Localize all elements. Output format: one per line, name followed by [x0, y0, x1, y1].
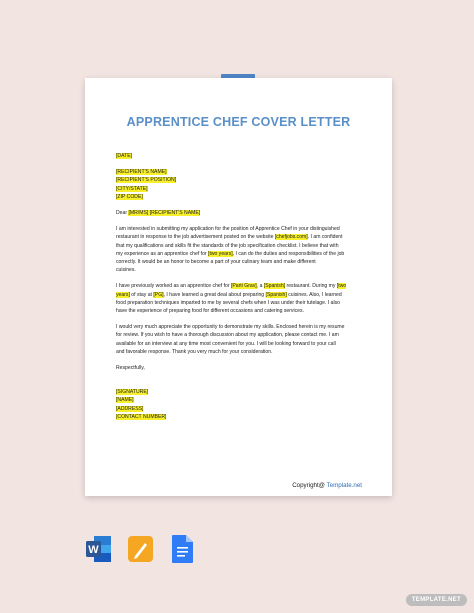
closing: Respectfully,	[116, 365, 145, 372]
recipient-position: [RECIPIENT'S POSITION]	[116, 177, 177, 184]
format-icons	[85, 534, 196, 564]
date-line	[116, 152, 366, 160]
template-net-link[interactable]: Template.net	[326, 482, 362, 489]
recipient-city-state: [CITY/STATE]	[116, 185, 148, 192]
word-icon[interactable]	[85, 534, 112, 564]
salutation: Dear [MR/MS] [RECIPIENT'S NAME]	[116, 210, 201, 217]
letter-body	[116, 152, 366, 421]
letter-document	[85, 78, 392, 496]
document-title: APPRENTICE CHEF COVER LETTER	[126, 115, 351, 129]
name-placeholder: [NAME]	[116, 397, 134, 404]
salutation-placeholder: [MR/MS] [RECIPIENT'S NAME]	[128, 210, 201, 217]
paragraph-2: I have previously worked as an apprentice chef for [Parti Grav], a [Spanish] restaurant. During my [two years] of stay at [PG], I have learned a great deal about preparing [Spanish] cuisines. Also, I learned food preparation techniques imparted to me by several chefs when I was under their tutelage. I also have the experience of preparing food for different occasions and catering services.	[116, 283, 347, 315]
recipient-zip: [ZIP CODE]	[116, 193, 143, 200]
date-placeholder: [DATE]	[116, 153, 133, 159]
copyright-footer: Copyright@ Template.net	[292, 482, 362, 489]
svg-text:W: W	[88, 544, 99, 556]
signature-placeholder: [SIGNATURE]	[116, 389, 149, 396]
pages-icon[interactable]	[127, 534, 154, 564]
paragraph-3: I would very much appreciate the opportunity to demonstrate my skills. Enclosed herein is my resume for review. If you wish to have a thorough discussion about my application, please contact me. I am available for an interview at any time most convenient for you. I will be looking forward to your call and favorable response. Thank you very much for your consideration.	[116, 324, 345, 355]
template-net-watermark: TEMPLATE.NET	[406, 594, 467, 606]
recipient-name: [RECIPIENT'S NAME]	[116, 169, 167, 176]
paragraph-1: I am interested in submitting my application for the position of Apprentice Chef in your distinguished restaurant in response to the job advertisement posted on the website [chefjobs.com]. I am confident that my qualifications and skills fit the standards of the job specification checklist. I believe that with my experience as an apprentice chef for [two years], I can do the duties and responsibilities of the job correctly. It would be an honor to become a part of your culinary team and make different cuisines.	[116, 226, 345, 274]
google-docs-icon[interactable]	[169, 534, 196, 564]
address-placeholder: [ADDRESS]	[116, 405, 144, 412]
contact-number-placeholder: [CONTACT NUMBER]	[116, 413, 167, 420]
